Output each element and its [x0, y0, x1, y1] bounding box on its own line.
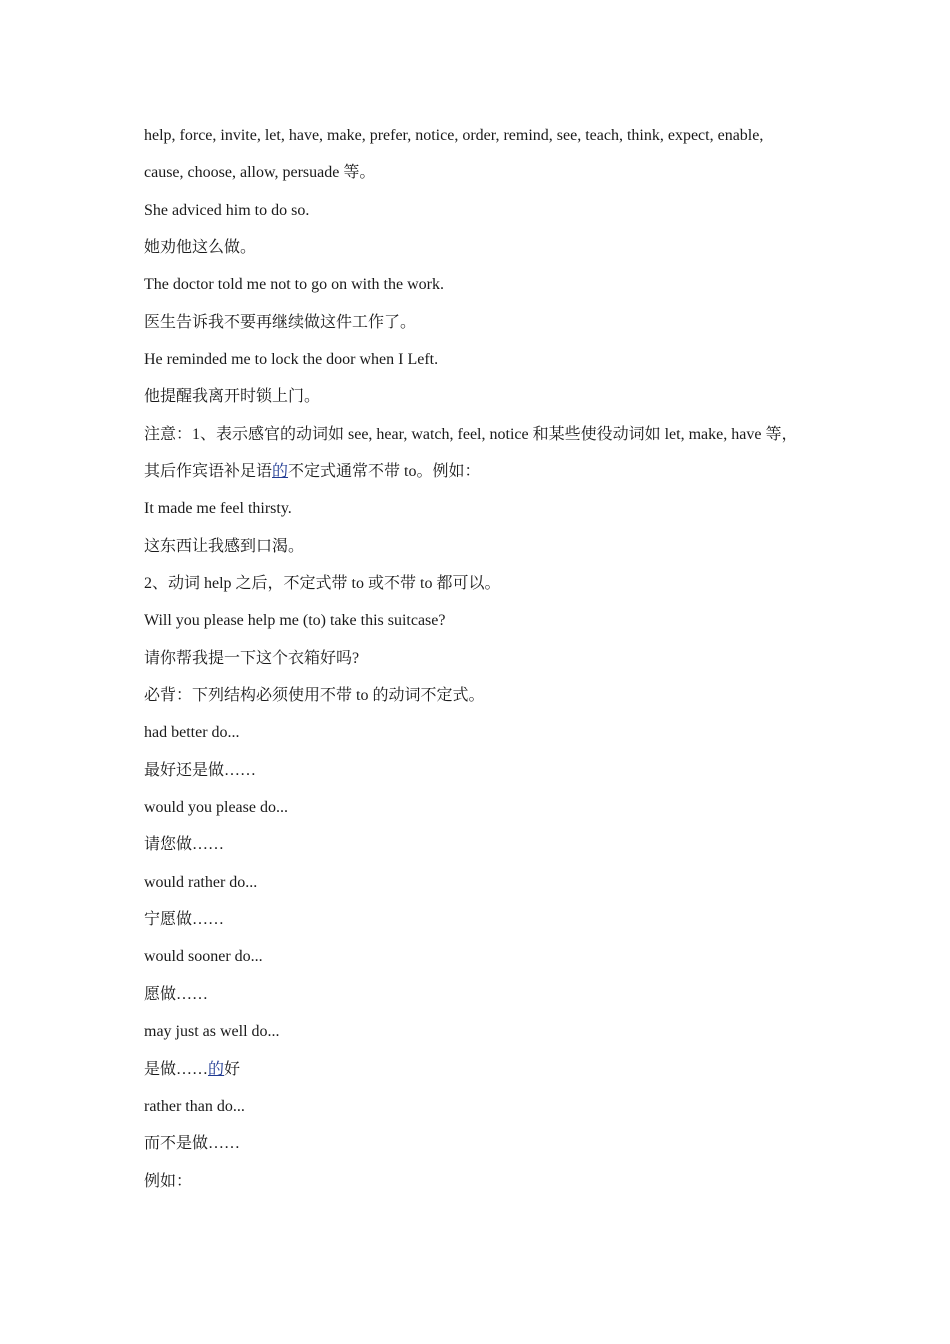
- text-line: may just as well do...: [144, 1023, 280, 1040]
- hyperlink[interactable]: 的: [272, 463, 289, 480]
- text-line: The doctor told me not to go on with the work.: [144, 276, 444, 293]
- text-line: 注意：1、表示感官的动词如 see, hear, watch, feel, notice 和某些使役动词如 let, make, have 等，: [144, 426, 798, 443]
- text-line: rather than do...: [144, 1098, 245, 1115]
- text-line: 她劝他这么做。: [144, 239, 257, 256]
- text-line: Will you please help me (to) take this suitcase?: [144, 612, 446, 629]
- text-line: It made me feel thirsty.: [144, 500, 292, 517]
- text-line: had better do...: [144, 724, 240, 741]
- text-line: [144, 1060, 240, 1080]
- text-line: She adviced him to do so.: [144, 202, 310, 219]
- text-line: 愿做……: [144, 986, 209, 1003]
- text-line: would sooner do...: [144, 948, 263, 965]
- text-line: 请你帮我提一下这个衣箱好吗?: [144, 650, 360, 667]
- hyperlink[interactable]: 的: [208, 1061, 225, 1078]
- text-segment: 是做……: [144, 1061, 209, 1078]
- text-line: 2、动词 help 之后，不定式带 to 或不带 to 都可以。: [144, 575, 501, 592]
- text-line: 必背：下列结构必须使用不带 to 的动词不定式。: [144, 687, 485, 704]
- text-line: cause, choose, allow, persuade 等。: [144, 164, 376, 181]
- text-line: 最好还是做……: [144, 762, 257, 779]
- text-segment: 好: [224, 1061, 241, 1078]
- text-line: 这东西让我感到口渴。: [144, 538, 305, 555]
- text-line: help, force, invite, let, have, make, prefer, notice, order, remind, see, teach, think, expect, enable,: [144, 127, 764, 144]
- text-line: 而不是做……: [144, 1135, 241, 1152]
- text-line: [144, 462, 480, 482]
- text-line: 请您做……: [144, 836, 225, 853]
- text-segment: 其后作宾语补足语: [144, 463, 273, 480]
- text-line: 宁愿做……: [144, 911, 225, 928]
- text-segment: 不定式通常不带 to。例如：: [288, 463, 481, 480]
- text-line: would rather do...: [144, 874, 258, 891]
- text-line: would you please do...: [144, 799, 288, 816]
- text-line: 例如：: [144, 1173, 193, 1190]
- text-line: 他提醒我离开时锁上门。: [144, 388, 321, 405]
- text-line: He reminded me to lock the door when I Left.: [144, 351, 439, 368]
- text-line: 医生告诉我不要再继续做这件工作了。: [144, 314, 417, 331]
